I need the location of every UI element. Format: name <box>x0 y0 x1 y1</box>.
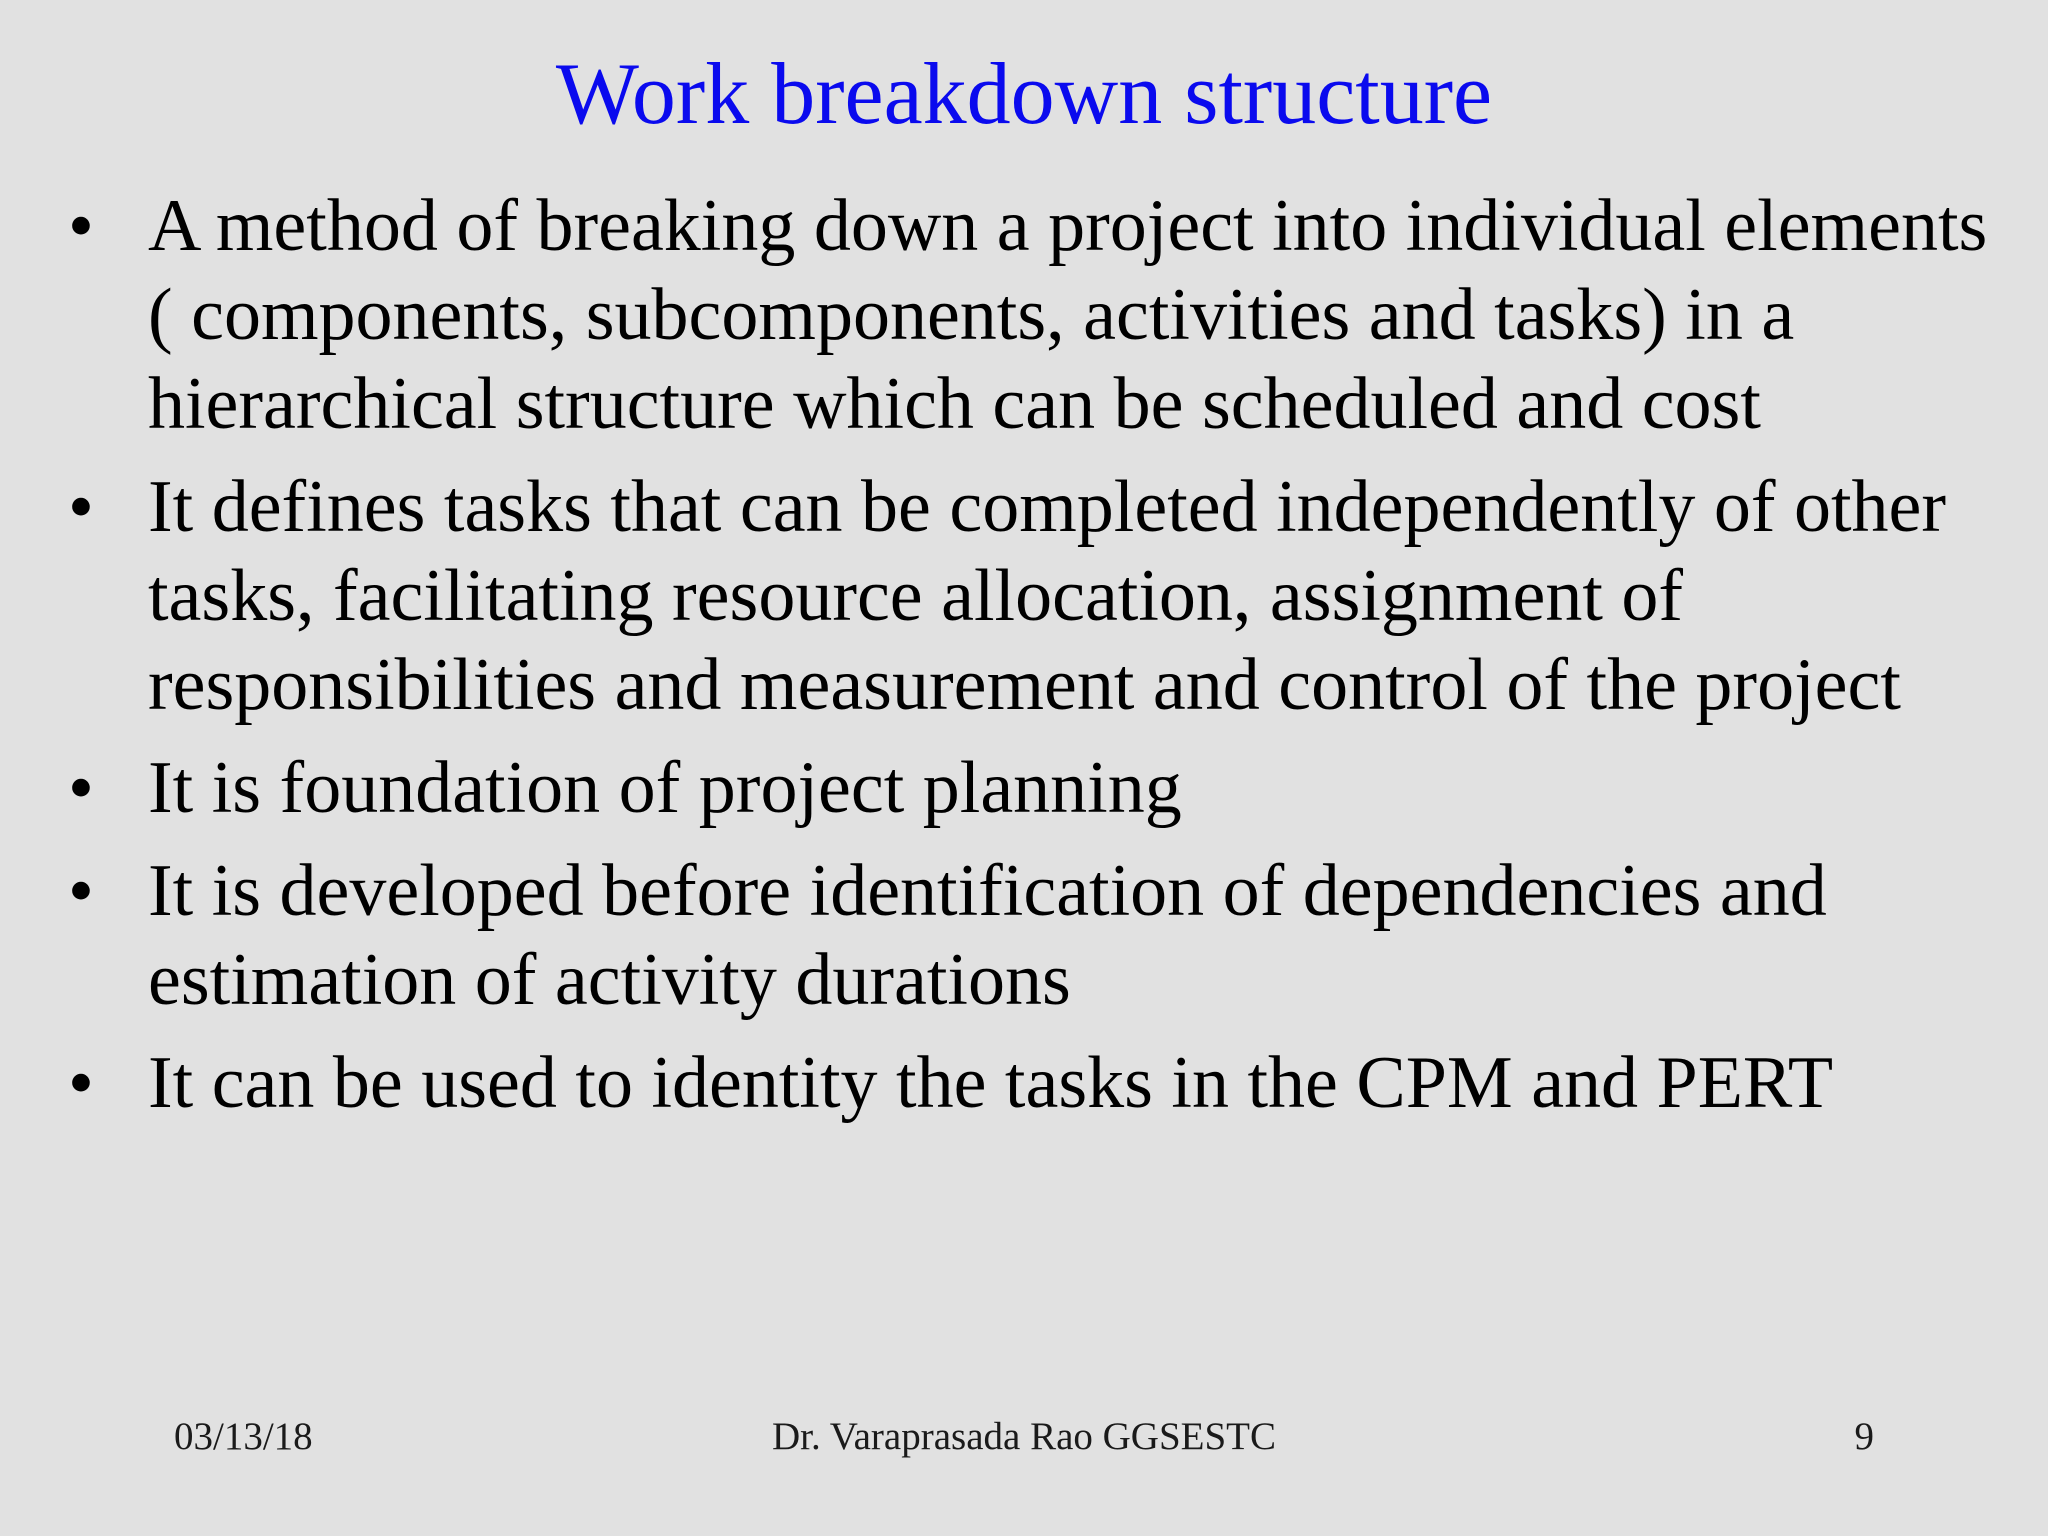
footer-author: Dr. Varaprasada Rao GGSESTC <box>771 1415 1277 1458</box>
bullet-text: It can be used to identity the tasks in the CPM and PERT <box>148 1042 1834 1124</box>
slide-title: Work breakdown structure <box>555 46 1493 143</box>
bullet-text: It is foundation of project planning <box>148 747 1182 829</box>
bullet-dot-icon: • <box>68 1042 94 1124</box>
bullet-item-4 <box>0 847 2048 1025</box>
bullet-text: It defines tasks that can be completed independently of other tasks, facilitating resource allocation, assignment of responsibilities and measurement and control of the project <box>148 466 1947 726</box>
bullet-text: It is developed before identification of dependencies and estimation of activity durations <box>148 850 1827 1021</box>
bullet-dot-icon: • <box>68 466 94 548</box>
bullet-list <box>0 182 2048 1142</box>
slide-footer <box>0 1412 2048 1462</box>
bullet-dot-icon: • <box>68 185 94 267</box>
page-number: 9 <box>1854 1415 1874 1458</box>
bullet-item-2 <box>0 463 2048 730</box>
bullet-item-5 <box>0 1039 2048 1128</box>
bullet-item-1 <box>0 182 2048 449</box>
bullet-dot-icon: • <box>68 747 94 829</box>
bullet-text: A method of breaking down a project into individual elements ( components, subcomponents, activities and tasks) in a hierarchical structure which can be scheduled and cost <box>148 185 1988 445</box>
bullet-dot-icon: • <box>68 850 94 932</box>
footer-date: 03/13/18 <box>174 1415 313 1458</box>
bullet-item-3 <box>0 744 2048 833</box>
